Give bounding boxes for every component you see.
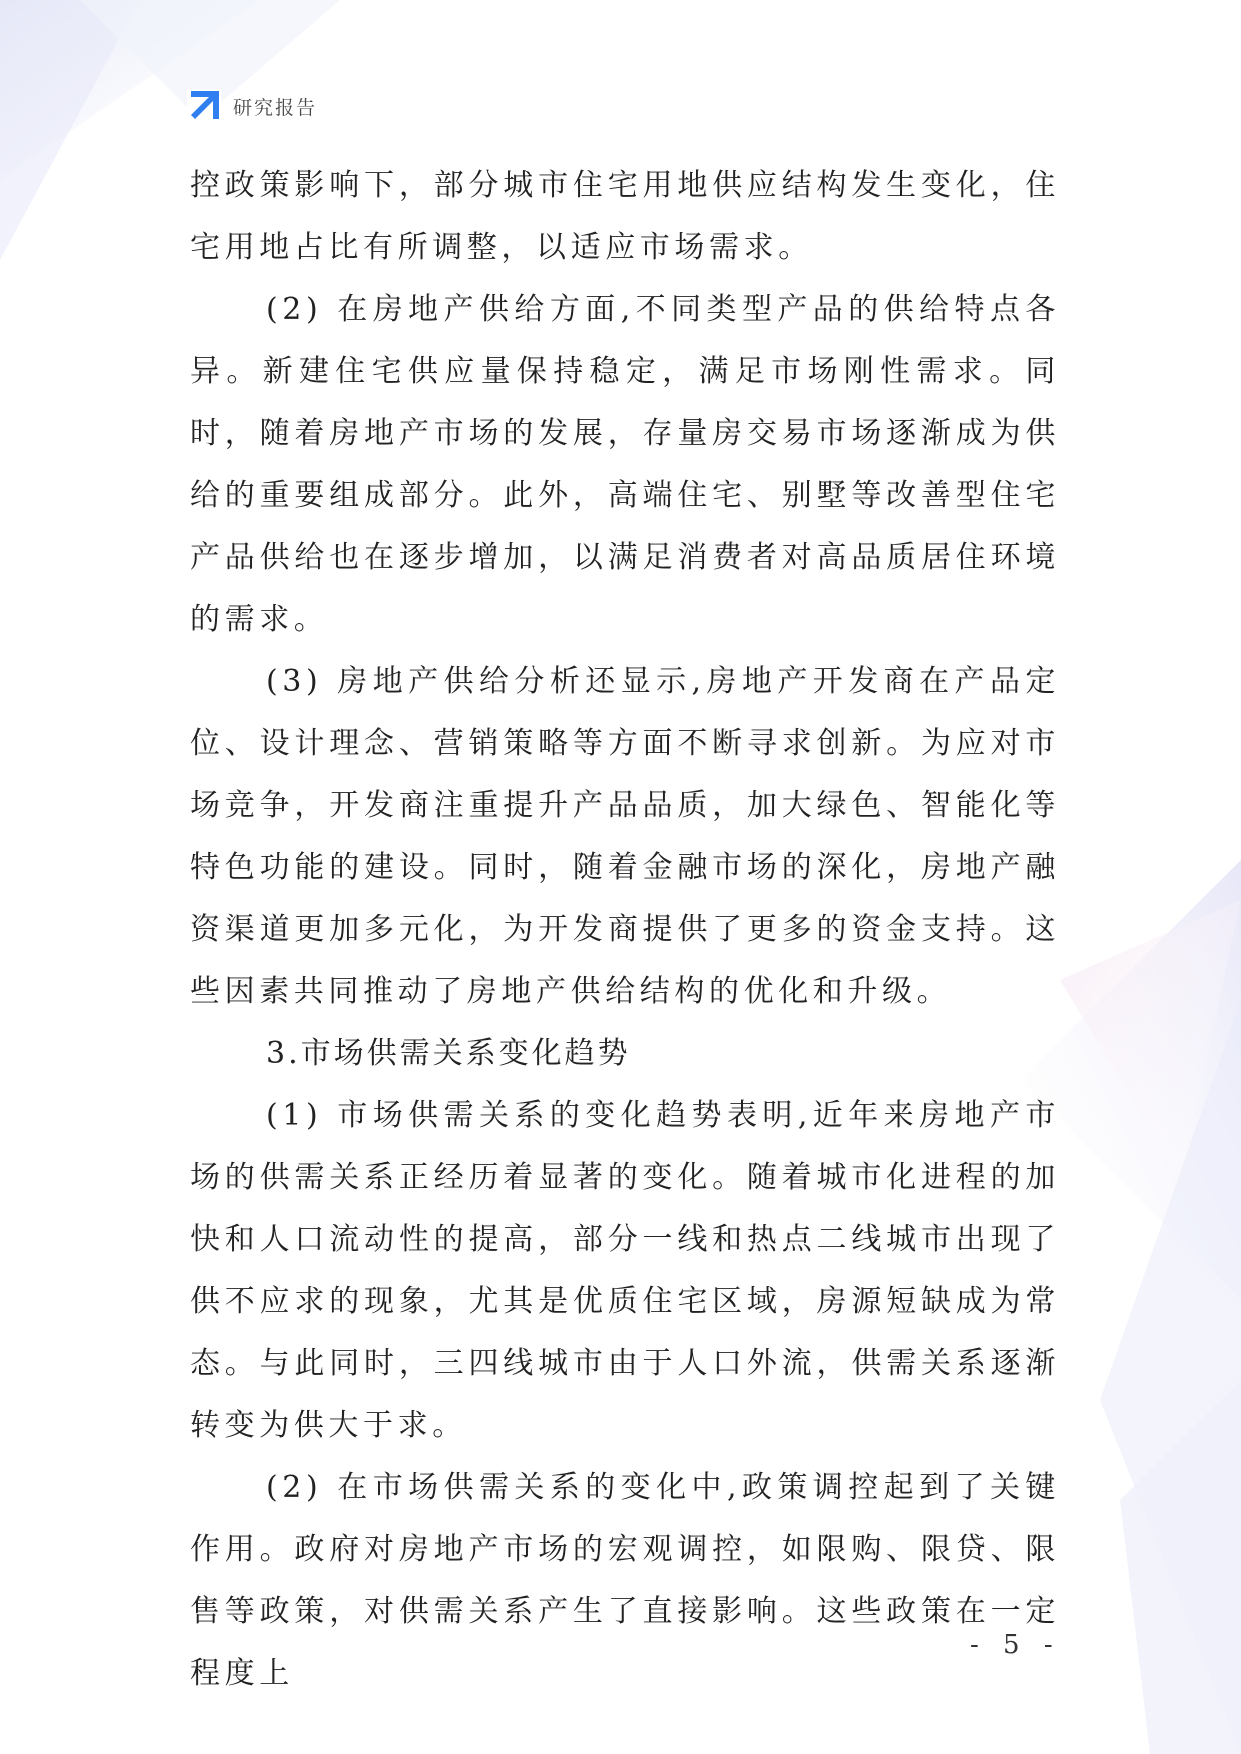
arrow-up-right-icon xyxy=(187,89,221,123)
document-body xyxy=(190,155,1060,1705)
header-title: 研究报告 xyxy=(233,96,318,119)
body-paragraph: (2) 在房地产供给方面,不同类型产品的供给特点各异。新建住宅供应量保持稳定，满足市场刚性需求。同时，随着房地产市场的发展，存量房交易市场逐渐成为供给的重要组成部分。此外，高端住宅、别墅等改善型住宅产品供给也在逐步增加，以满足消费者对高品质居住环境的需求。 xyxy=(190,292,1060,637)
body-paragraph: (2) 在市场供需关系的变化中,政策调控起到了关键作用。政府对房地产市场的宏观调控，如限购、限贷、限售等政策，对供需关系产生了直接影响。这些政策在一定程度上 xyxy=(190,1470,1060,1691)
section-heading: 3.市场供需关系变化趋势 xyxy=(266,1036,631,1071)
body-paragraph: (3) 房地产供给分析还显示,房地产开发商在产品定位、设计理念、营销策略等方面不断寻求创新。为应对市场竞争，开发商注重提升产品品质，加大绿色、智能化等特色功能的建设。同时，随着金融市场的深化，房地产融资渠道更加多元化，为开发商提供了更多的资金支持。这些因素共同推动了房地产供给结构的优化和升级。 xyxy=(190,664,1060,1009)
report-header xyxy=(187,88,317,124)
body-paragraph: (1) 市场供需关系的变化趋势表明,近年来房地产市场的供需关系正经历着显著的变化。随着城市化进程的加快和人口流动性的提高，部分一线和热点二线城市出现了供不应求的现象，尤其是优质住宅区域，房源短缺成为常态。与此同时，三四线城市由于人口外流，供需关系逐渐转变为供大于求。 xyxy=(190,1098,1060,1443)
page-number: - 5 - xyxy=(970,1630,1061,1660)
body-paragraph: 控政策影响下，部分城市住宅用地供应结构发生变化，住宅用地占比有所调整，以适应市场需求。 xyxy=(190,168,1060,265)
